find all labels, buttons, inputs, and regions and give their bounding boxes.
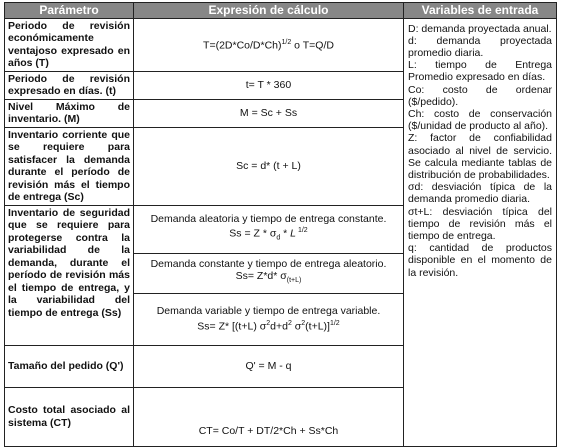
formula-text: d+d xyxy=(270,320,288,333)
formula-text: σ xyxy=(291,320,302,333)
formula-text: T=(2D*Co/D*Ch) xyxy=(203,39,282,52)
param-cell: Inventario corriente que se requiere para satisfacer la demanda durante el período de revisión más el tiempo de entrega (Sc) xyxy=(5,127,134,205)
expression-cell xyxy=(134,205,404,253)
table-row xyxy=(5,18,557,71)
formula-superscript: 1/2 xyxy=(296,227,308,235)
expression-cell: Sc = d* (t + L) xyxy=(134,127,404,205)
formula-subscript: (t+L) xyxy=(286,277,302,285)
formula-text: Ss= Z* [(t+L) σ xyxy=(197,320,267,333)
expression-cell: M = Sc + Ss xyxy=(134,99,404,127)
formula-superscript: 2 xyxy=(301,319,306,327)
formula-superscript: 1/2 xyxy=(329,319,340,327)
formula-text: * xyxy=(280,227,291,240)
param-cell: Inventario de seguridad que se requiere para protegerse contra la variabilidad de la demanda, durante el período de revisión más el tiempo de entrega, y la variabilidad del tiempo de entrega (Ss) xyxy=(5,205,134,345)
param-cell: Tamaño del pedido (Q') xyxy=(5,345,134,387)
variable-item: Z: factor de confiabilidad asociado al nivel de servicio. Se calcula mediante tablas de distribución de probabilidades. xyxy=(408,132,552,181)
expression-cell: t= T * 360 xyxy=(134,71,404,99)
formula-text: Ss= Z*d* σ xyxy=(235,270,287,283)
formula-caption: Demanda constante y tiempo de entrega aleatorio. xyxy=(150,257,387,270)
variable-item: σd: desviación típica de la demanda promedio diaria. xyxy=(408,181,552,206)
expression-cell xyxy=(134,18,404,71)
formula-text: Ss = Z * σ xyxy=(229,227,277,240)
expression-cell xyxy=(134,293,404,345)
header-variables: Variables de entrada xyxy=(404,3,557,19)
param-cell: Periodo de revisión expresado en días. (t) xyxy=(5,71,134,99)
formula-caption: Demanda aleatoria y tiempo de entrega constante. xyxy=(150,212,387,225)
variable-item: Ch: costo de conservación ($/unidad de producto al año). xyxy=(408,107,552,133)
formula-text: o T=Q/D xyxy=(291,39,334,52)
variables-cell xyxy=(404,18,557,446)
expression-cell: CT= Co/T + DT/2*Ch + Ss*Ch xyxy=(134,387,404,446)
formula-text: (t+L)] xyxy=(305,320,330,333)
param-cell: Nivel Máximo de inventario. (M) xyxy=(5,99,134,127)
variable-item: D: demanda proyectada anual. xyxy=(408,22,552,35)
param-cell: Periodo de revisión económicamente ventajoso expresado en años (T) xyxy=(5,18,134,71)
formula-superscript: 2 xyxy=(287,319,292,327)
formula-subscript: d xyxy=(276,234,281,242)
variable-item: L: tiempo de Entrega Promedio expresado en días. xyxy=(408,59,552,84)
formula-caption: Demanda variable y tiempo de entrega variable. xyxy=(156,305,381,318)
variable-item: d: demanda proyectada promedio diaria. xyxy=(408,34,552,59)
formula-line xyxy=(137,318,400,333)
inventory-formula-table-wrapper xyxy=(4,2,556,442)
formula-superscript: 1/2 xyxy=(281,39,292,46)
header-expresion: Expresión de cálculo xyxy=(134,3,404,19)
variable-item: q: cantidad de productos disponible en el momento de la revisión. xyxy=(408,242,552,279)
param-cell: Costo total asociado al sistema (CT) xyxy=(5,387,134,446)
formula-italic: L xyxy=(290,227,297,240)
formula-line xyxy=(137,225,400,245)
header-row xyxy=(5,3,557,19)
header-parametro: Parámetro xyxy=(5,3,134,19)
inventory-formula-table xyxy=(4,2,557,447)
variable-item: Co: costo de ordenar ($/pedido). xyxy=(408,83,552,108)
expression-cell: Q' = M - q xyxy=(134,345,404,387)
expression-cell xyxy=(134,253,404,293)
variable-item: σt+L: desviación típica del tiempo de revisión más el tiempo de entrega. xyxy=(408,205,552,242)
formula-superscript: 2 xyxy=(266,319,271,327)
formula-line xyxy=(137,270,400,288)
